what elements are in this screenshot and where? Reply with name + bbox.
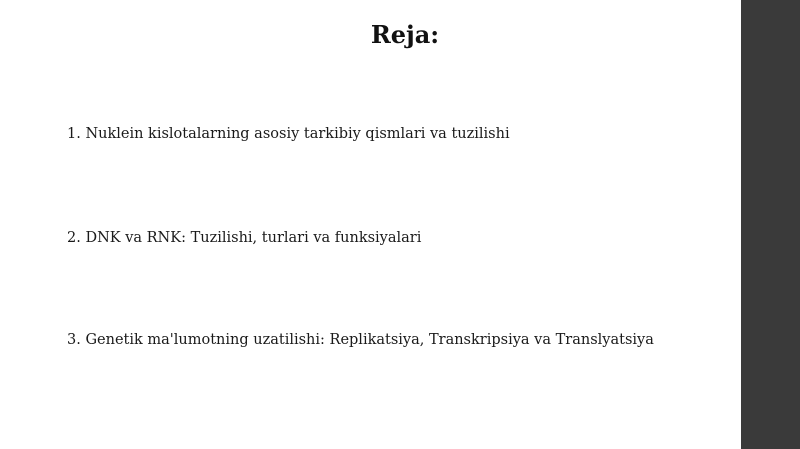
dark-side-panel	[741, 0, 800, 449]
plan-item-2: 2. DNK va RNK: Tuzilishi, turlari va funksiyalari	[67, 230, 422, 246]
plan-item-3: 3. Genetik ma'lumotning uzatilishi: Replikatsiya, Transkripsiya va Translyatsiya	[67, 332, 654, 348]
plan-item-1: 1. Nuklein kislotalarning asosiy tarkibiy qismlari va tuzilishi	[67, 126, 510, 142]
slide-title: Reja:	[370, 20, 440, 49]
